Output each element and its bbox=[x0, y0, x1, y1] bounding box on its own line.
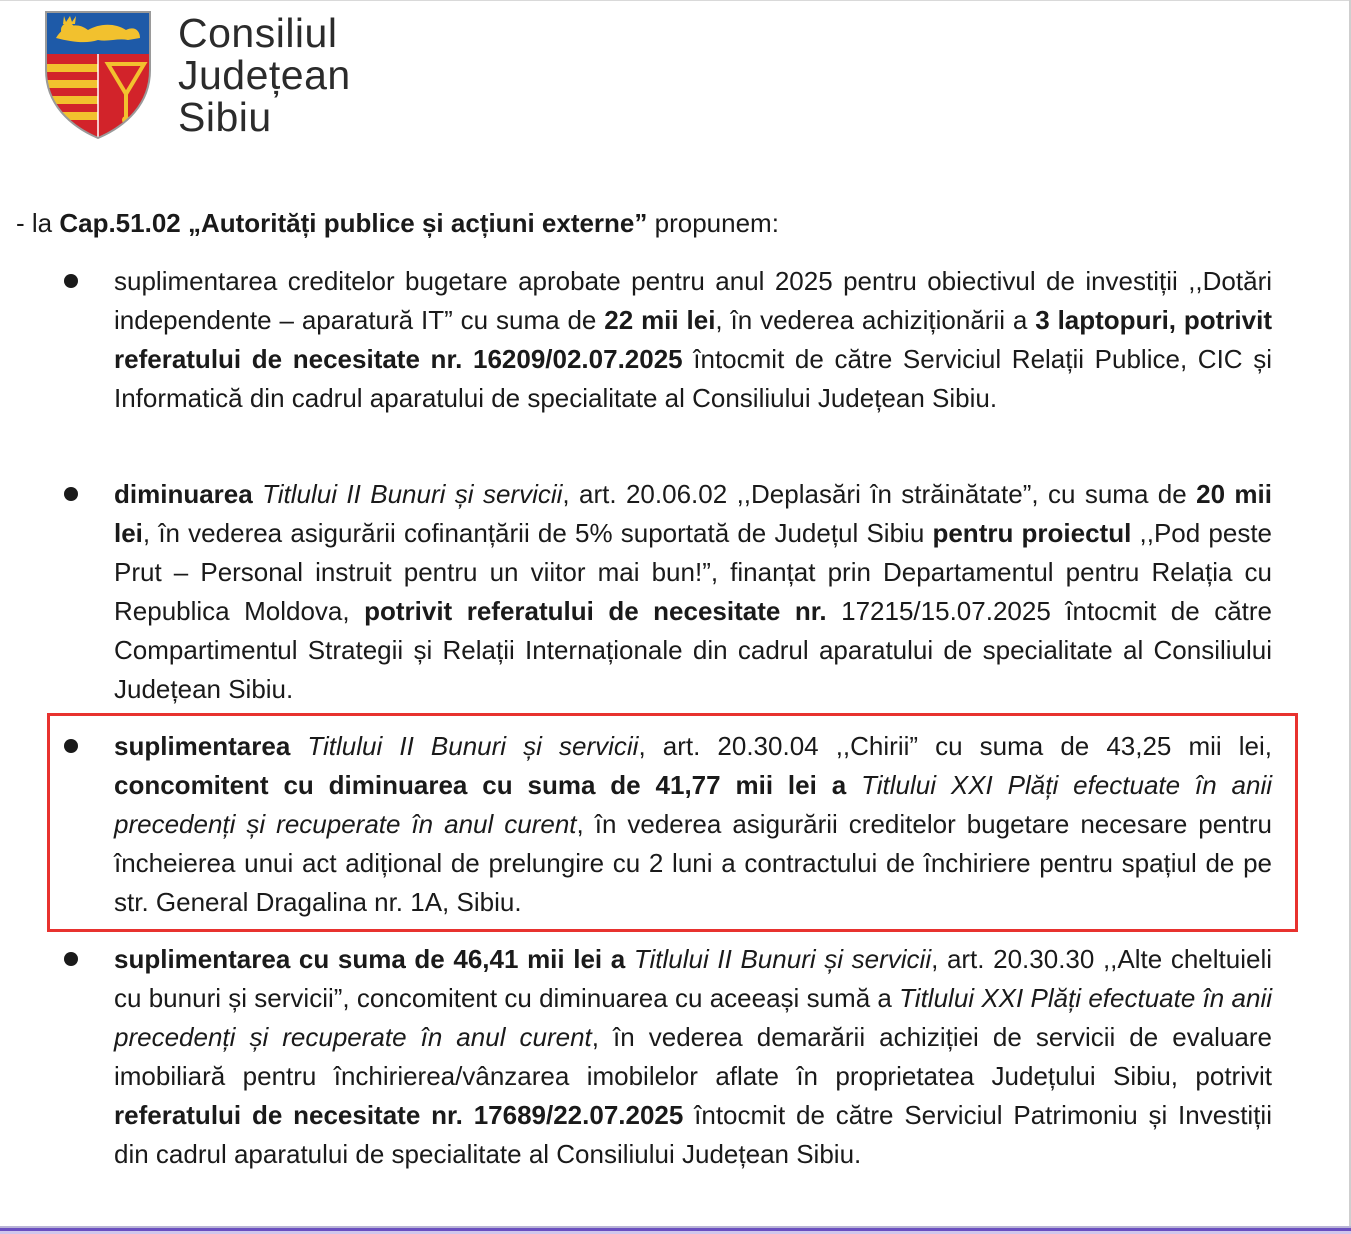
bullet-3 bbox=[64, 739, 78, 753]
chapter-title: Cap.51.02 „Autorități publice și acțiuni externe” bbox=[59, 208, 648, 238]
intro-prefix: - la bbox=[16, 208, 60, 238]
list-item-1: suplimentarea creditelor bugetare aprobate pentru anul 2025 pentru obiectivul de investiții ,,Dotări independente – aparatură IT” cu suma de 22 mii lei, în vederea achiziționării a 3 laptopuri, potrivit referatului de necesitate nr. 16209/02.07.2025 întocmit de către Serviciul Relații Publice, CIC și Informatică din cadrul aparatului de specialitate al Consiliului Județean Sibiu. bbox=[114, 266, 1272, 413]
chapter-intro bbox=[16, 206, 779, 240]
document-header bbox=[42, 8, 422, 148]
county-crest-icon bbox=[42, 8, 154, 142]
logo-line-2: Județean bbox=[178, 52, 351, 98]
list-item-4: suplimentarea cu suma de 46,41 mii lei a Titlului II Bunuri și servicii, art. 20.30.30 ,,Alte cheltuieli cu bunuri și servicii”, concomitent cu diminuarea cu aceeași sumă a Titlului XXI Plăți efectuate în anii precedenți și recuperate în anul curent, în vederea demarării achiziției de servicii de evaluare imobiliară pentru închirierea/vânzarea imobilelor aflate în proprietatea Județului Sibiu, potrivit referatului de necesitate nr. 17689/22.07.2025 întocmit de către Serviciul Patrimoniu și Investiții din cadrul aparatului de specialitate al Consiliului Județean Sibiu. bbox=[114, 944, 1272, 1169]
page-top-border bbox=[0, 0, 1351, 1]
bullet-2 bbox=[64, 487, 78, 501]
logo-line-3: Sibiu bbox=[178, 94, 272, 140]
list-item-2: diminuarea Titlului II Bunuri și servicii, art. 20.06.02 ,,Deplasări în străinătate”, cu suma de 20 mii lei, în vederea asigurării cofinanțării de 5% suportată de Județul Sibiu pentru proiectul ,,Pod peste Prut – Personal instruit pentru un viitor mai bun!”, finanțat prin Departamentul pentru Relația cu Republica Moldova, potrivit referatului de necesitate nr. 17215/15.07.2025 întocmit de către Compartimentul Strategii și Relații Internaționale din cadrul aparatului de specialitate al Consiliului Județean Sibiu. bbox=[114, 479, 1272, 704]
institution-name bbox=[178, 12, 351, 138]
logo-line-1: Consiliul bbox=[178, 10, 338, 56]
bullet-1 bbox=[64, 274, 78, 288]
window-bottom-bar bbox=[0, 1226, 1351, 1234]
bullet-4 bbox=[64, 952, 78, 966]
intro-suffix: propunem: bbox=[647, 208, 779, 238]
list-item-3: suplimentarea Titlului II Bunuri și servicii, art. 20.30.04 ,,Chirii” cu suma de 43,25 mii lei, concomitent cu diminuarea cu suma de 41,77 mii lei a Titlului XXI Plăți efectuate în anii precedenți și recuperate în anul curent, în vederea asigurării creditelor bugetare necesare pentru încheierea unui act adițional de prelungire cu 2 luni a contractului de închiriere pentru spațiul de pe str. General Dragalina nr. 1A, Sibiu. bbox=[114, 731, 1273, 917]
